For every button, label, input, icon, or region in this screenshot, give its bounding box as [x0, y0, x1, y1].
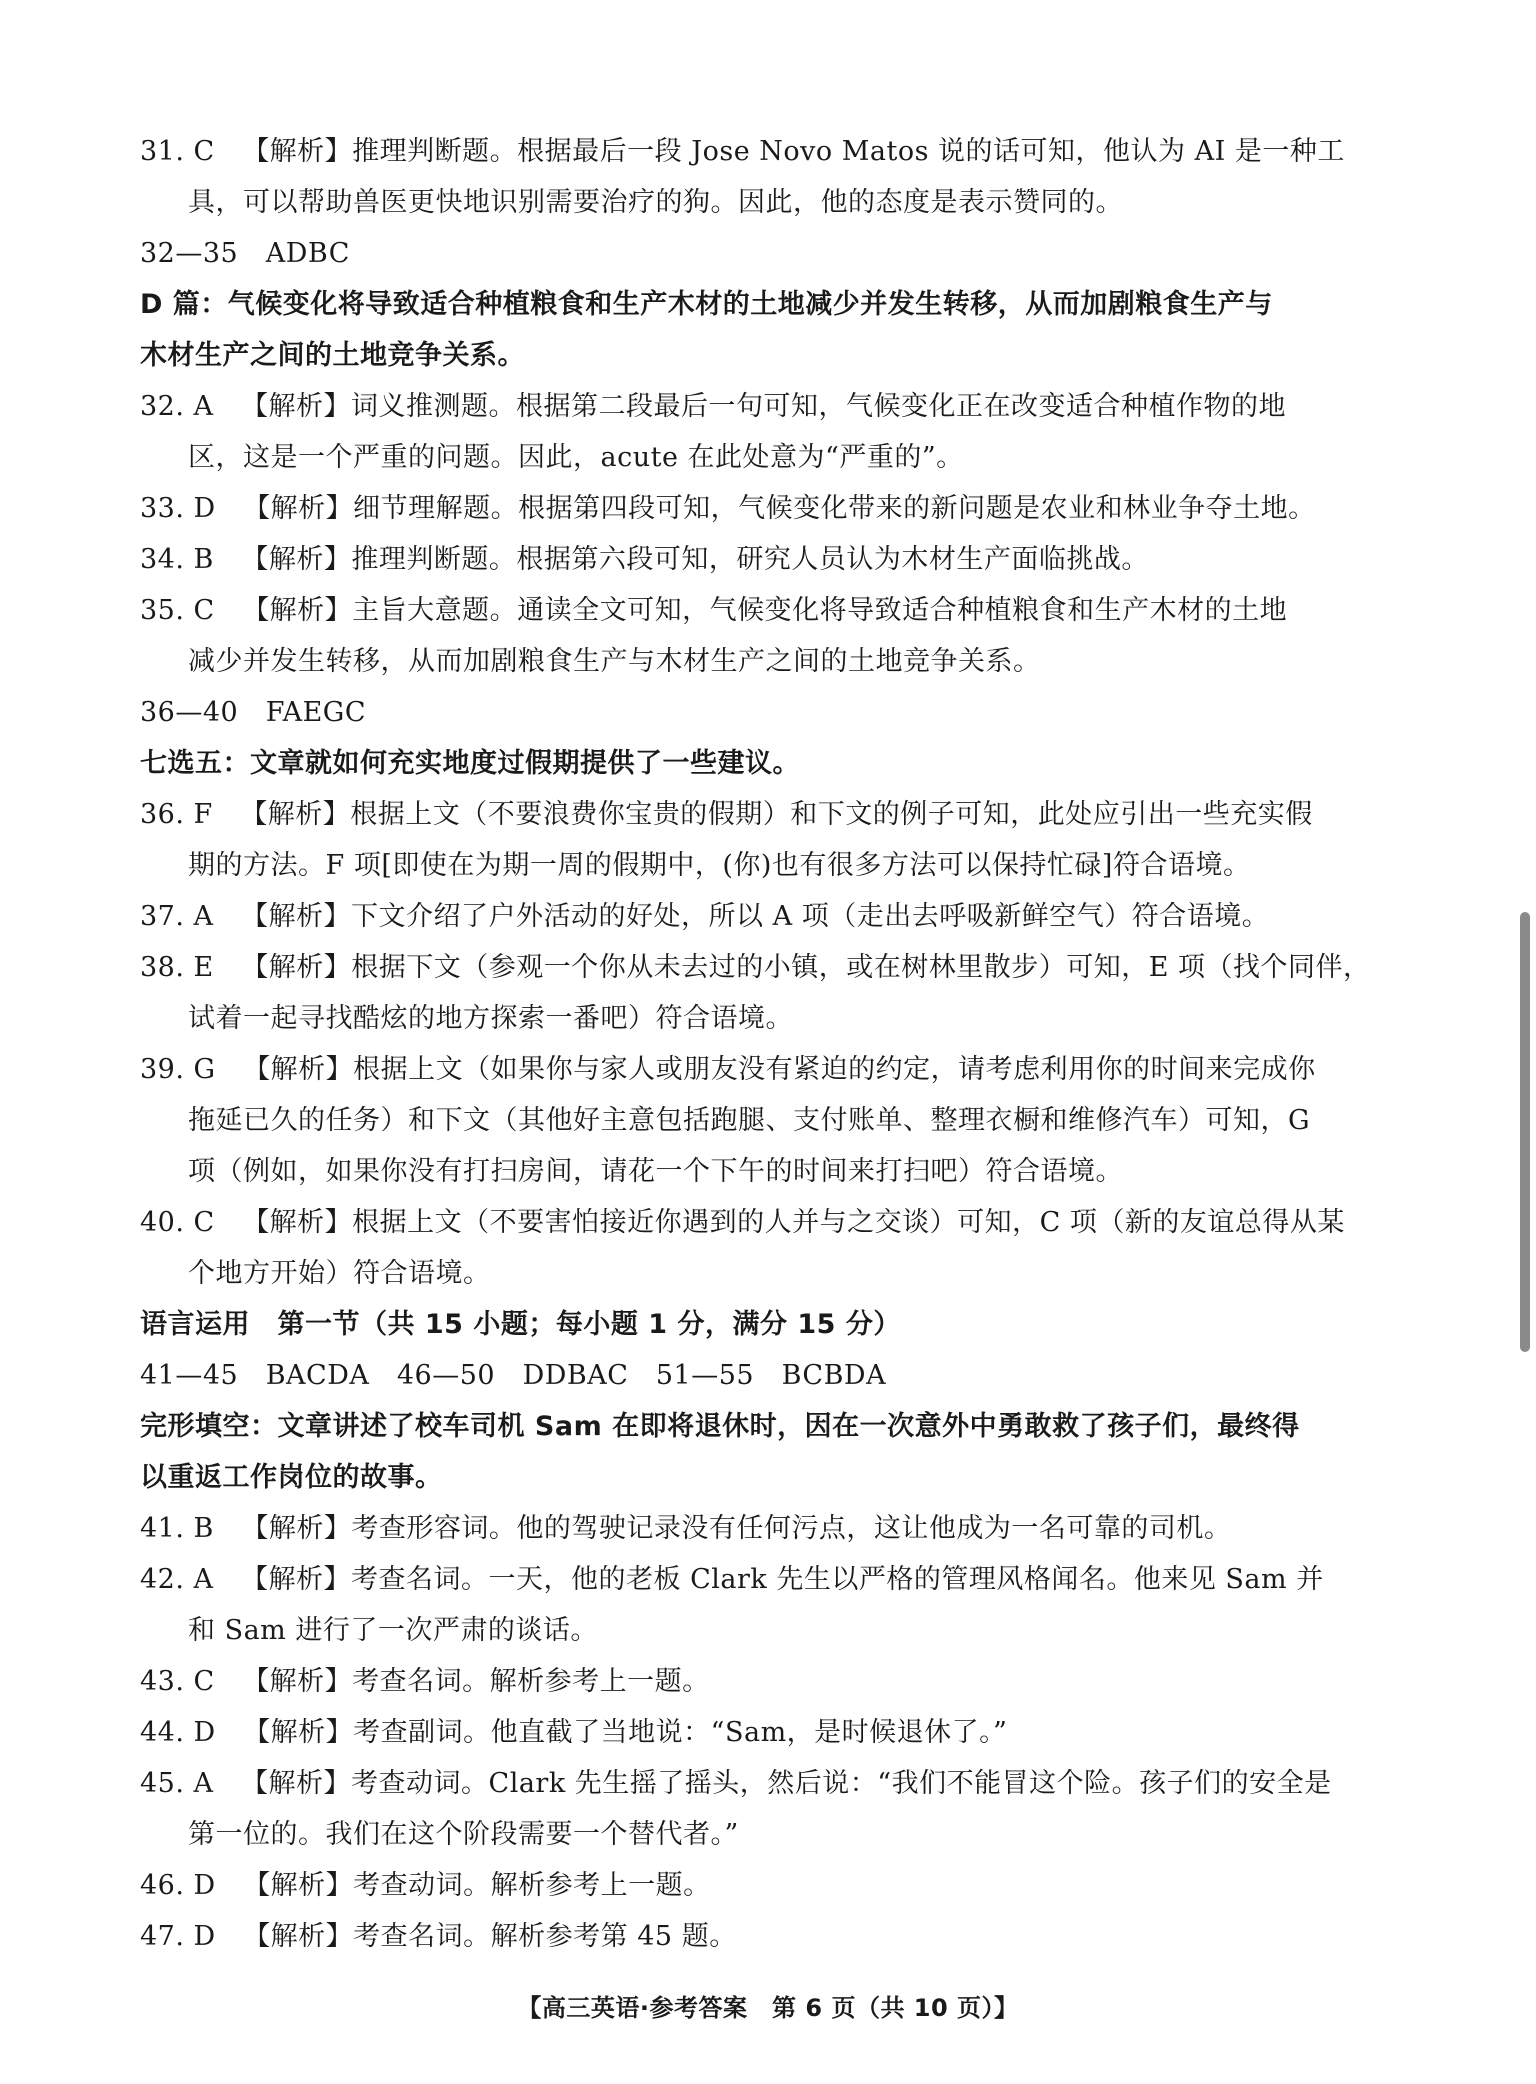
answer-entry: [140, 585, 1390, 687]
question-number: 43. C: [140, 1666, 243, 1697]
explanation-line: 项（例如，如果你没有打扫房间，请花一个下午的时间来打扫吧）符合语境。: [188, 1156, 1123, 1187]
section-heading: [140, 1299, 1390, 1350]
page-footer: 【高三英语·参考答案 第 6 页（共 10 页）】: [517, 1994, 1019, 2022]
explanation-line: 【解析】考查动词。解析参考上一题。: [243, 1870, 711, 1901]
answer-summary-line: 41—45 BACDA 46—50 DDBAC 51—55 BCBDA: [140, 1360, 887, 1391]
explanation-line: 【解析】词义推测题。根据第二段最后一句可知，气候变化正在改变适合种植作物的地: [241, 391, 1287, 422]
answer-entry: [140, 1758, 1390, 1860]
explanation-line: 【解析】推理判断题。根据最后一段 Jose Novo Matos 说的话可知，他认为 AI 是一种工: [242, 136, 1345, 167]
question-number: 33. D: [140, 493, 244, 524]
explanation-line: 和 Sam 进行了一次严肃的谈话。: [188, 1615, 598, 1646]
explanation-line: 【解析】下文介绍了户外活动的好处，所以 A 项（走出去呼吸新鲜空气）符合语境。: [241, 901, 1270, 932]
section-heading: [140, 1401, 1390, 1503]
answer-entry: [140, 126, 1390, 228]
question-number: 31. C: [140, 136, 243, 167]
section-heading-line: 语言运用 第一节（共 15 小题；每小题 1 分，满分 15 分）: [140, 1309, 901, 1340]
explanation-line: 减少并发生转移，从而加剧粮食生产与木材生产之间的土地竞争关系。: [188, 646, 1041, 677]
question-number: 38. E: [140, 952, 242, 983]
explanation: [140, 636, 1390, 687]
explanation-line: 【解析】考查形容词。他的驾驶记录没有任何污点，这让他成为一名可靠的司机。: [241, 1513, 1232, 1544]
explanation: [243, 1860, 1390, 1911]
question-number: 42. A: [140, 1564, 242, 1595]
question-number: 41. B: [140, 1513, 242, 1544]
explanation-line: 【解析】考查副词。他直截了当地说：“Sam，是时候退休了。”: [243, 1717, 1008, 1748]
explanation: [242, 1656, 1390, 1707]
question-number: 35. C: [140, 595, 243, 626]
vertical-scrollbar[interactable]: [1520, 912, 1530, 1352]
explanation: [140, 1248, 1390, 1299]
question-number: 32. A: [140, 391, 242, 422]
answer-entry: [140, 1656, 1390, 1707]
explanation: [241, 534, 1390, 585]
explanation: [140, 432, 1390, 483]
answer-summary-line: 32—35 ADBC: [140, 238, 350, 269]
answer-entry: [140, 534, 1390, 585]
answer-entry: [140, 891, 1390, 942]
explanation: [241, 891, 1390, 942]
explanation-line: 【解析】考查动词。Clark 先生摇了摇头，然后说：“我们不能冒这个险。孩子们的安全是: [241, 1768, 1332, 1799]
answer-entry: [140, 1911, 1390, 1962]
question-number: 44. D: [140, 1717, 244, 1748]
section-heading-line: D 篇：气候变化将导致适合种植粮食和生产木材的土地减少并发生转移，从而加剧粮食生产与: [140, 289, 1273, 320]
explanation-line: 【解析】根据下文（参观一个你从未去过的小镇，或在树林里散步）可知，E 项（找个同伴，: [241, 952, 1371, 983]
explanation: [140, 1095, 1390, 1197]
explanation: [140, 1809, 1390, 1860]
section-heading-line: 以重返工作岗位的故事。: [140, 1462, 443, 1493]
explanation-line: 【解析】细节理解题。根据第四段可知，气候变化带来的新问题是农业和林业争夺土地。: [243, 493, 1316, 524]
explanation-line: 【解析】考查名词。解析参考第 45 题。: [243, 1921, 737, 1952]
question-number: 45. A: [140, 1768, 242, 1799]
explanation: [140, 840, 1390, 891]
explanation-line: 试着一起寻找酷炫的地方探索一番吧）符合语境。: [188, 1003, 793, 1034]
answer-key-page: [140, 126, 1390, 1962]
question-number: 46. D: [140, 1870, 244, 1901]
answer-entry: [140, 942, 1390, 1044]
explanation-line: 【解析】推理判断题。根据第六段可知，研究人员认为木材生产面临挑战。: [241, 544, 1149, 575]
answer-entry: [140, 1554, 1390, 1656]
explanation-line: 拖延已久的任务）和下文（其他好主意包括跑腿、支付账单、整理衣橱和维修汽车）可知，G: [188, 1105, 1311, 1136]
answer-entry: [140, 1044, 1390, 1197]
answer-summary-line: 36—40 FAEGC: [140, 697, 367, 728]
section-heading: [140, 738, 1390, 789]
question-number: 39. G: [140, 1054, 244, 1085]
answer-entry: [140, 1860, 1390, 1911]
answer-entry: [140, 1503, 1390, 1554]
section-heading-line: 完形填空：文章讲述了校车司机 Sam 在即将退休时，因在一次意外中勇敢救了孩子们，最终得: [140, 1411, 1300, 1442]
explanation: [243, 1707, 1390, 1758]
answer-entry: [140, 1197, 1390, 1299]
explanation: [243, 1911, 1390, 1962]
explanation: [241, 1503, 1390, 1554]
question-number: 40. C: [140, 1207, 243, 1238]
section-heading-line: 木材生产之间的土地竞争关系。: [140, 340, 525, 371]
explanation-line: 【解析】主旨大意题。通读全文可知，气候变化将导致适合种植粮食和生产木材的土地: [242, 595, 1288, 626]
question-number: 36. F: [140, 799, 241, 830]
explanation: [243, 483, 1390, 534]
explanation-line: 【解析】考查名词。一天，他的老板 Clark 先生以严格的管理风格闻名。他来见 Sam 并: [241, 1564, 1324, 1595]
explanation-line: 区，这是一个严重的问题。因此，acute 在此处意为“严重的”。: [188, 442, 964, 473]
explanation-line: 个地方开始）符合语境。: [188, 1258, 491, 1289]
question-number: 47. D: [140, 1921, 244, 1952]
explanation-line: 【解析】考查名词。解析参考上一题。: [242, 1666, 710, 1697]
answer-entry: [140, 483, 1390, 534]
question-number: 37. A: [140, 901, 242, 932]
explanation: [140, 177, 1390, 228]
answer-entry: [140, 1707, 1390, 1758]
answer-entry: [140, 381, 1390, 483]
explanation-line: 【解析】根据上文（如果你与家人或朋友没有紧迫的约定，请考虑利用你的时间来完成你: [243, 1054, 1316, 1085]
question-number: 34. B: [140, 544, 242, 575]
explanation-line: 第一位的。我们在这个阶段需要一个替代者。”: [188, 1819, 739, 1850]
explanation: [140, 993, 1390, 1044]
explanation-line: 期的方法。F 项[即使在为期一周的假期中，(你)也有很多方法可以保持忙碌]符合语境。: [188, 850, 1251, 881]
answer-entry: [140, 789, 1390, 891]
section-heading-line: 七选五：文章就如何充实地度过假期提供了一些建议。: [140, 748, 800, 779]
explanation: [140, 1605, 1390, 1656]
explanation-line: 【解析】根据上文（不要浪费你宝贵的假期）和下文的例子可知，此处应引出一些充实假: [240, 799, 1313, 830]
explanation-line: 具，可以帮助兽医更快地识别需要治疗的狗。因此，他的态度是表示赞同的。: [188, 187, 1123, 218]
section-heading: [140, 279, 1390, 381]
explanation-line: 【解析】根据上文（不要害怕接近你遇到的人并与之交谈）可知，C 项（新的友谊总得从某: [242, 1207, 1345, 1238]
